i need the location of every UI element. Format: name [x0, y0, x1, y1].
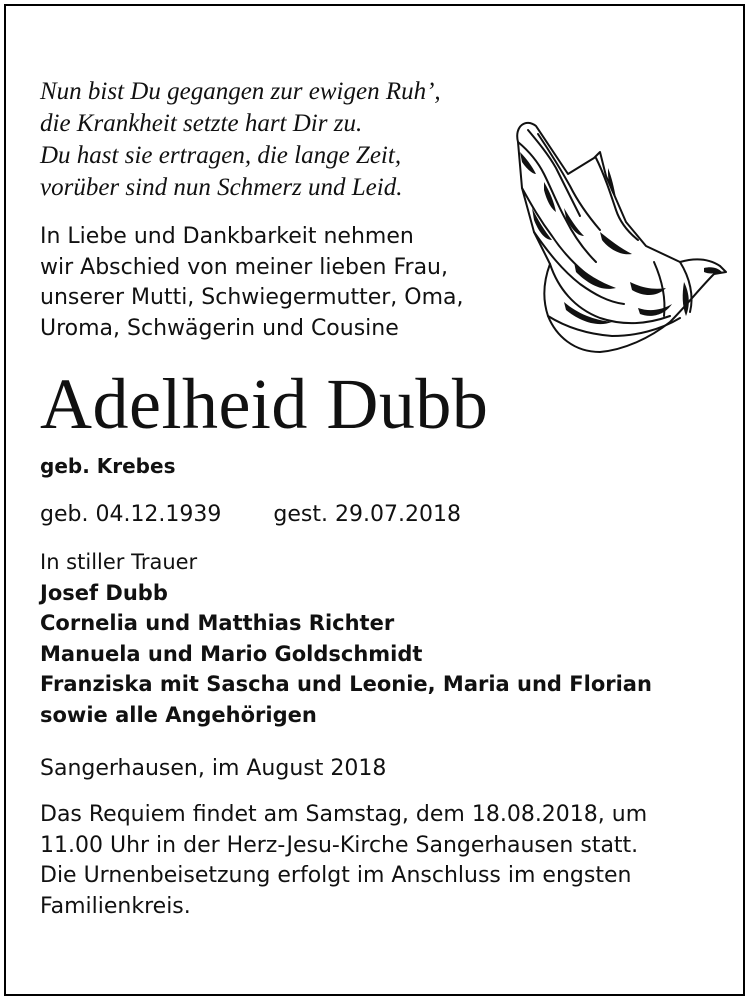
notice-line: 11.00 Uhr in der Herz-Jesu-Kirche Sangerhausen statt. [40, 832, 639, 858]
life-dates [40, 500, 461, 530]
mourners [40, 547, 652, 730]
intro-line: wir Abschied von meiner lieben Frau, [40, 254, 448, 280]
notice-line: Die Urnenbeisetzung erfolgt im Anschluss im engsten [40, 863, 632, 888]
funeral-notice [40, 800, 647, 922]
mourners-label: In stiller Trauer [40, 550, 198, 574]
praying-hands-icon [504, 112, 732, 360]
poem [40, 76, 441, 204]
mourner-name: sowie alle Angehörigen [40, 702, 317, 727]
intro-line: unserer Mutti, Schwiegermutter, Oma, [40, 285, 464, 310]
poem-line: Nun bist Du gegangen zur ewigen Ruh’, [40, 78, 441, 105]
intro-line: In Liebe und Dankbarkeit nehmen [40, 224, 414, 249]
mourner-name: Manuela und Mario Goldschmidt [40, 641, 423, 666]
poem-line: Du hast sie ertragen, die lange Zeit, [40, 142, 402, 169]
place-date: Sangerhausen, im August 2018 [40, 756, 387, 781]
poem-line: die Krankheit setzte hart Dir zu. [40, 110, 363, 137]
mourner-name: Franziska mit Sascha und Leonie, Maria und Florian [40, 672, 652, 696]
poem-line: vorüber sind nun Schmerz und Leid. [40, 174, 403, 201]
deceased-name: Adelheid Dubb [40, 364, 489, 444]
intro-line: Uroma, Schwägerin und Cousine [40, 315, 399, 341]
mourner-name: Cornelia und Matthias Richter [40, 611, 395, 635]
notice-line: Das Requiem findet am Samstag, dem 18.08.2018, um [40, 802, 648, 827]
intro-text [40, 222, 464, 344]
maiden-name: geb. Krebes [40, 454, 176, 478]
notice-line: Familienkreis. [40, 893, 191, 919]
birth-date: geb. 04.12.1939 [40, 502, 222, 527]
mourner-name: Josef Dubb [40, 580, 168, 605]
death-date: gest. 29.07.2018 [273, 502, 461, 527]
